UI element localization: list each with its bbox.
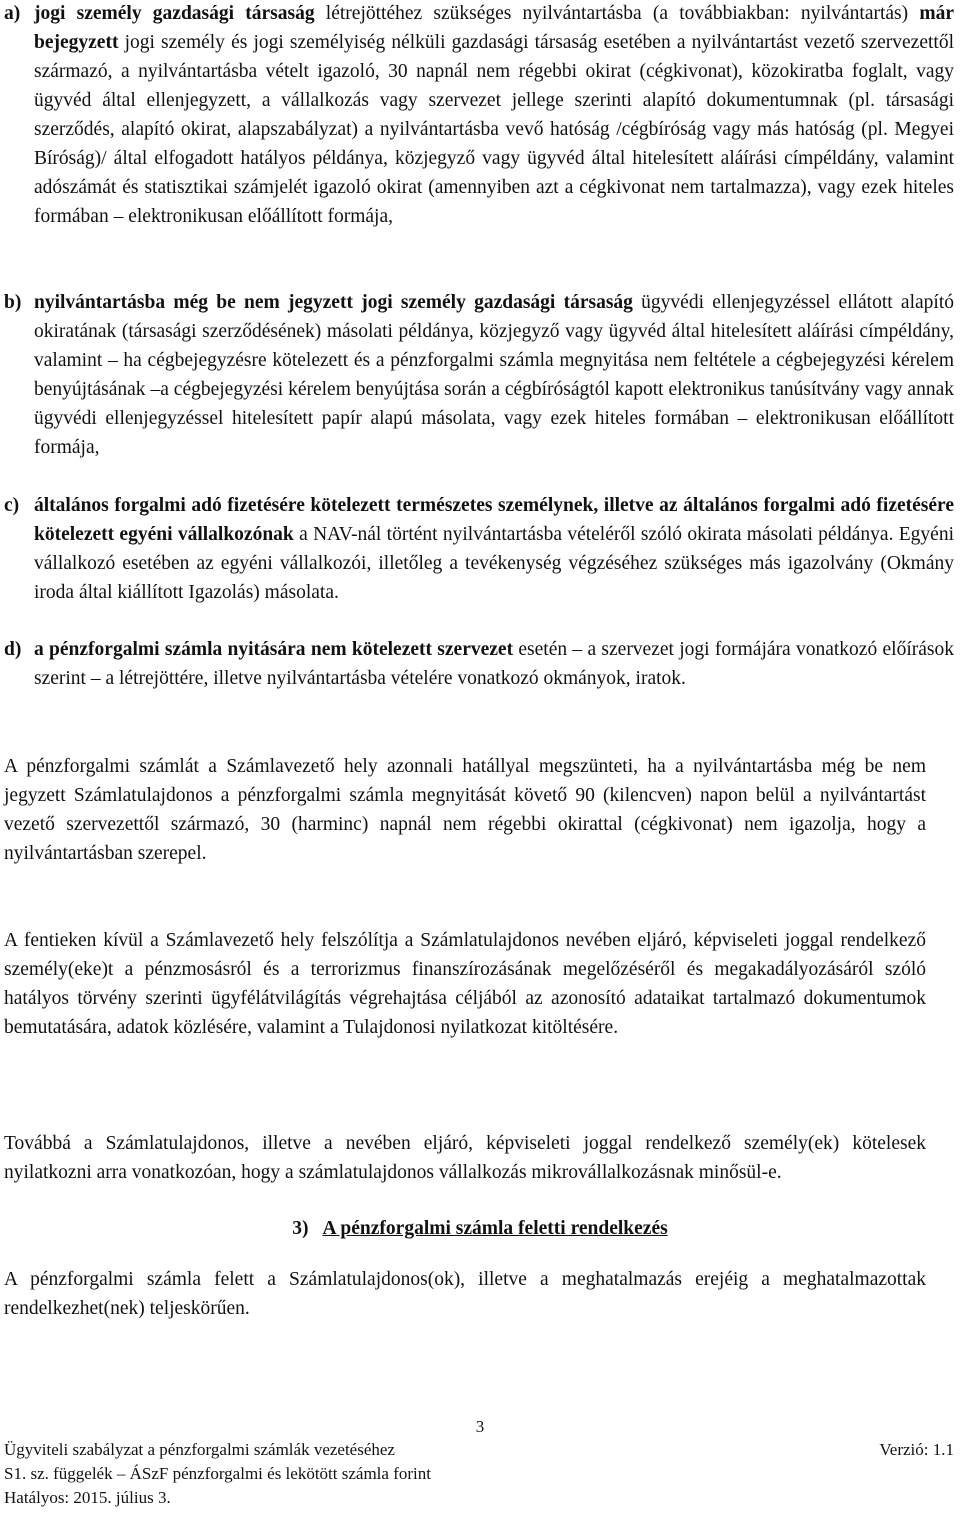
text: ügyvédi ellenjegyzéssel ellátott alapító okiratának (társasági szerződésének) másolati példánya, közjegyző vagy ügyvéd által hitelesített aláírási címpéldány, valamint – ha cégbejegyzésre kötelezett és a pénzforgalmi számla megnyitása nem feltétele a cégbejegyzési kérelem benyújtásának –a cégbejegyzési kérelem benyújtása során a cégbíróságtól kapott elektronikus tanúsítvány vagy annak ügyvédi ellenjegyzéssel hitelesített papír alapú másolata, vagy ezek hiteles formában – elektronikusan előállított formája, <box>34 292 954 458</box>
text: jogi személy és jogi személyiség nélküli gazdasági társaság esetében a nyilvántartást vezető szervezettől származó, a nyilvántartásba vételt igazoló, 30 napnál nem régebbi okirat (cégkivonat), közokiratba foglalt, vagy ügyvéd által ellenjegyzett, a vállalkozás vagy szervezet jellege szerinti alapító dokumentumnak (pl. társasági szerződés, alapító okirat, alapszabályzat) a nyilvántartásba vevő hatóság /cégbíróság vagy más hatóság (pl. Megyei Bíróság)/ által elfogadott hatályos példánya, közjegyző vagy ügyvéd által hitelesített aláírási címpéldány, valamint adószámát és statisztikai számjelét igazoló okirat (amennyiben azt a cégkivonat nem tartalmazza), vagy ezek hiteles formában – elektronikusan előállított formája, <box>34 32 954 227</box>
page-number: 3 <box>475 1417 485 1436</box>
list-letter: d) <box>4 639 22 660</box>
text: a NAV-nál történt nyilvántartásba vételéről szóló okirata másolati példánya. Egyéni vállalkozó esetében az egyéni vállalkozói, illetőleg a tevékenység végzéséhez szükséges más igazolvány (Okmány iroda által kiállított Igazolás) másolata. <box>34 524 954 603</box>
footer-version: Verzió: 1.1 <box>879 1440 954 1459</box>
text-bold: jogi személy gazdasági társaság <box>34 3 315 24</box>
footer-effective-date: Hatályos: 2015. július 3. <box>4 1488 171 1507</box>
text-bold: általános forgalmi adó fizetésére kötelezett természetes személynek, illetve az általános forgalmi adó fizetésére kötelezett egyéni vállalkozónak <box>34 495 954 545</box>
section-title: A pénzforgalmi számla feletti rendelkezés <box>322 1218 668 1239</box>
list-letter: a) <box>4 3 21 24</box>
text: esetén – a szervezet jogi formájára vonatkozó előírások szerint – a létrejöttére, illetve nyilvántartásba vételére vonatkozó okmányok, iratok. <box>34 639 954 689</box>
paragraph-account-disposal: A pénzforgalmi számla felett a Számlatulajdonos(ok), illetve a meghatalmazás erejéig a meghatalmazottak rendelkezhet(nek) teljeskörűen. <box>4 1269 926 1319</box>
text-bold: nyilvántartásba még be nem jegyzett jogi személy gazdasági társaság <box>34 292 633 313</box>
list-item-b <box>4 288 954 462</box>
list-letter: b) <box>4 292 22 313</box>
section-heading <box>0 1214 960 1243</box>
list-item-d <box>4 635 954 693</box>
list-letter: c) <box>4 495 20 516</box>
page-footer <box>4 1438 954 1510</box>
footer-title: Ügyviteli szabályzat a pénzforgalmi számlák vezetéséhez <box>4 1440 395 1459</box>
paragraph-customer-due-diligence: A fentieken kívül a Számlavezető hely felszólítja a Számlatulajdonos nevében eljáró, képviseleti joggal rendelkező személy(eke)t a pénzmosásról és a terrorizmus finanszírozásának megelőzéséről és megakadályozásáról szóló hatályos törvény szerinti ügyfélátvilágítás végrehajtása céljából az azonosító adataikat tartalmazó dokumentumok bemutatására, adatok közlésére, valamint a Tulajdonosi nyilatkozat kitöltésére. <box>4 930 926 1038</box>
text-bold: a pénzforgalmi számla nyitására nem kötelezett szervezet <box>34 639 514 660</box>
paragraph-account-termination: A pénzforgalmi számlát a Számlavezető hely azonnali hatállyal megszünteti, ha a nyilvántartásba még be nem jegyzett Számlatulajdonos a pénzforgalmi számla megnyitását követő 90 (kilencven) napon belül a nyilvántartást vezető szervezettől származó, 30 (harminc) napnál nem régebbi okirattal (cégkivonat) nem igazolja, hogy a nyilvántartásban szerepel. <box>4 756 926 864</box>
list-item-c <box>4 491 954 607</box>
section-number: 3) <box>292 1218 309 1239</box>
list-item-text <box>34 0 954 231</box>
list-item-text <box>34 635 954 693</box>
list-item-text <box>34 288 954 462</box>
list-item-a <box>4 0 954 231</box>
text: létrejöttéhez szükséges nyilvántartásba (a továbbiakban: nyilvántartás) <box>314 3 920 24</box>
text-bold: már bejegyzett <box>34 3 954 53</box>
footer-appendix: S1. sz. függelék – ÁSzF pénzforgalmi és lekötött számla forint <box>4 1464 431 1483</box>
paragraph-micro-enterprise-declaration: Továbbá a Számlatulajdonos, illetve a nevében eljáró, képviseleti joggal rendelkező személy(ek) kötelesek nyilatkozni arra vonatkozóan, hogy a számlatulajdonos vállalkozás mikrovállalkozásnak minősül-e. <box>4 1133 926 1183</box>
list-item-text <box>34 491 954 607</box>
